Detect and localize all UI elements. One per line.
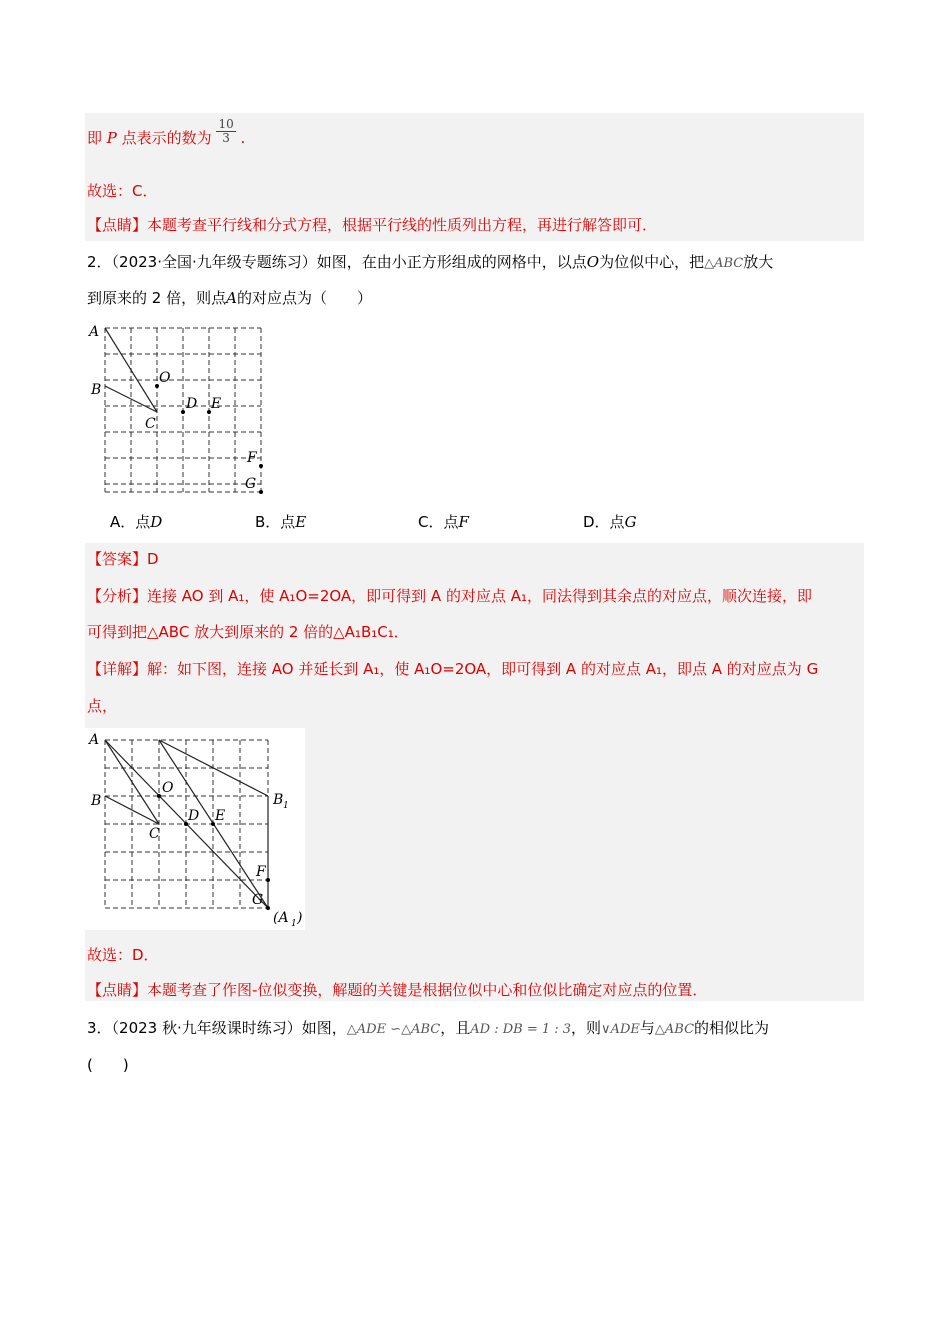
- text: 如图，: [301, 1019, 347, 1037]
- label-g: G: [245, 476, 257, 492]
- ratio: AD : DB = 1 : 3: [470, 1022, 572, 1037]
- label-a1-close: ): [297, 910, 303, 926]
- text: 到原来的 2 倍，则点: [87, 289, 227, 307]
- label-c: C: [149, 826, 160, 842]
- label-b: B: [91, 382, 102, 398]
- similar-triangles: △ADE ∽△ABC: [346, 1022, 441, 1037]
- choice-line-1: 故选：C．: [87, 182, 158, 200]
- fenxi-text: 连接 AO 到 A₁，使 A₁O=2OA，即可得到 A 的对应点 A₁，同法得到其余点的对应点，顺次连接，即: [147, 587, 813, 605]
- q3-line-1: [87, 1018, 769, 1040]
- text: 的对应点为（ ）: [236, 289, 372, 307]
- answer-value-line: [87, 117, 246, 148]
- q2-line-2: [87, 288, 372, 308]
- triangle-abc: △ABC: [654, 1022, 695, 1037]
- var-o: O: [586, 253, 600, 271]
- label-o: O: [162, 780, 174, 796]
- option-var: D: [150, 513, 163, 531]
- option-c[interactable]: [418, 512, 469, 532]
- text: ，且: [440, 1019, 471, 1037]
- question-source: （2023 秋·九年级课时练习）: [111, 1019, 302, 1037]
- text: 的相似比为: [694, 1019, 770, 1037]
- label-b1: B: [273, 792, 284, 808]
- dianjing-text: 本题考查了作图-位似变换，解题的关键是根据位似中心和位似比确定对应点的位置．: [147, 981, 708, 999]
- label-e: E: [215, 808, 226, 824]
- text: ，则: [571, 1019, 602, 1037]
- option-var: F: [458, 513, 469, 531]
- dianjing-tag: 【点睛】: [87, 216, 148, 234]
- label-f: F: [256, 864, 266, 880]
- triangle-abc: △ABC: [704, 256, 744, 271]
- option-label: B．点: [255, 513, 296, 531]
- label-a1-sub: 1: [291, 919, 297, 929]
- label-b: B: [91, 793, 102, 809]
- label-o: O: [159, 370, 171, 386]
- option-d[interactable]: [583, 512, 637, 532]
- dianjing-tag: 【点睛】: [87, 981, 148, 999]
- fenxi-line-2: 可得到把△ABC 放大到原来的 2 倍的△A₁B₁C₁．: [87, 623, 409, 641]
- dianjing-line-1: [87, 215, 657, 235]
- answer-line: [87, 549, 159, 569]
- label-a: A: [89, 732, 100, 748]
- label-e: E: [211, 396, 222, 412]
- option-var: E: [295, 513, 307, 531]
- text: .: [240, 129, 246, 147]
- label-c: C: [145, 416, 156, 432]
- question-grid-figure: [85, 320, 275, 500]
- xiangjie-text: 解：如下图，连接 AO 并延长到 A₁，使 A₁O=2OA，即可得到 A 的对应点 A₁，即点 A 的对应点为 G: [147, 660, 819, 678]
- label-a: A: [89, 324, 100, 340]
- fraction-numerator: 10: [218, 117, 234, 131]
- var-p: P: [106, 129, 117, 147]
- fenxi-line-1: [87, 586, 812, 606]
- label-g: G: [252, 892, 264, 908]
- option-label: A．点: [110, 513, 151, 531]
- xiangjie-line-2: 点，: [87, 697, 118, 715]
- fraction: [216, 118, 235, 145]
- label-d: D: [188, 808, 200, 824]
- text: 点表示的数为: [121, 129, 212, 147]
- label-f: F: [247, 450, 257, 466]
- q2-line-1: [87, 252, 773, 274]
- fraction-denominator: 3: [222, 131, 230, 145]
- question-number: 2．: [87, 253, 112, 271]
- option-b[interactable]: [255, 512, 306, 532]
- solution-grid-figure: [85, 728, 305, 930]
- option-label: D．点: [583, 513, 625, 531]
- answer-value: D: [147, 550, 159, 568]
- option-var: G: [624, 513, 637, 531]
- text: 即: [87, 129, 103, 147]
- fenxi-tag: 【分析】: [87, 587, 148, 605]
- text: 与: [639, 1019, 655, 1037]
- choice-line-2: 故选：D．: [87, 946, 159, 964]
- q3-line-2: ( ): [87, 1056, 129, 1074]
- option-label: C．点: [418, 513, 459, 531]
- answer-tag: 【答案】: [87, 550, 148, 568]
- text: 为位似中心，把: [599, 253, 705, 271]
- text: 如图，在由小正方形组成的网格中，以点: [316, 253, 587, 271]
- label-d: D: [186, 396, 198, 412]
- option-a[interactable]: [110, 512, 162, 532]
- dianjing-line-2: [87, 980, 707, 1000]
- var-a: A: [226, 289, 237, 307]
- label-b1-sub: 1: [283, 801, 289, 811]
- question-number: 3．: [87, 1019, 112, 1037]
- triangle-ade: ∨ADE: [601, 1022, 640, 1037]
- label-a1: (A: [273, 910, 289, 926]
- xiangjie-tag: 【详解】: [87, 660, 148, 678]
- text: 放大: [743, 253, 774, 271]
- question-source: （2023·全国·九年级专题练习）: [111, 253, 317, 271]
- xiangjie-line-1: [87, 659, 818, 679]
- dianjing-text: 本题考查平行线和分式方程，根据平行线的性质列出方程，再进行解答即可．: [147, 216, 658, 234]
